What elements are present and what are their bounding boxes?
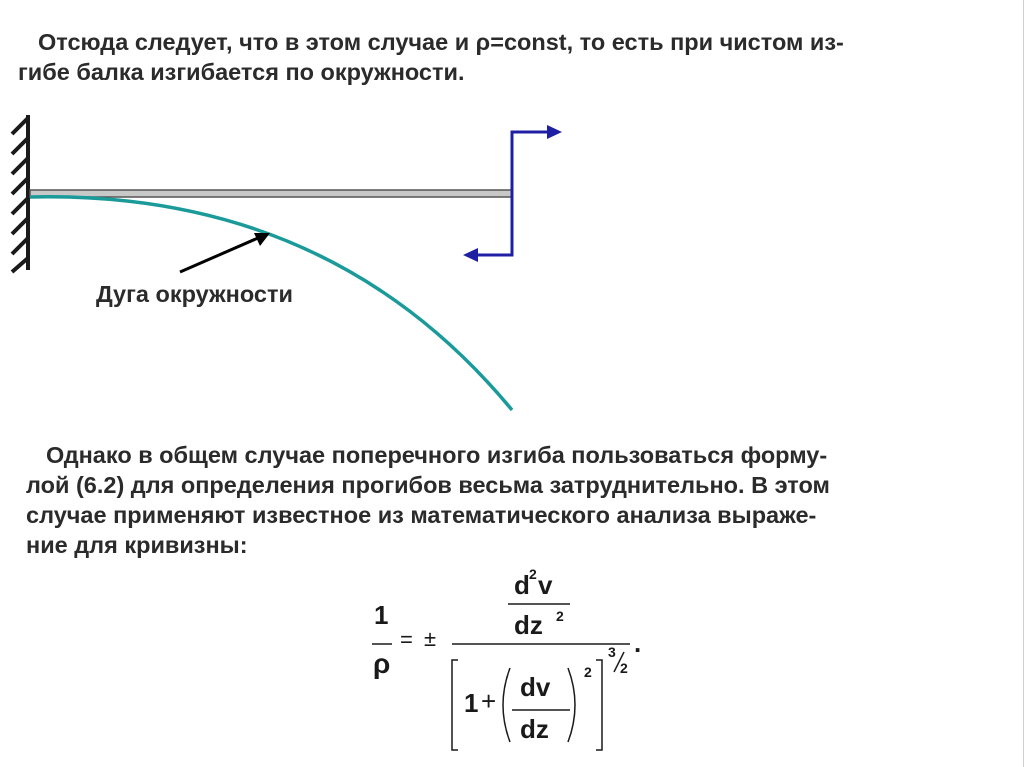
text-line: ние для кривизны: <box>26 532 248 558</box>
d2v-exponent: 2 <box>529 566 537 582</box>
text-line: случае применяют известное из математического анализа выраже- <box>26 502 817 528</box>
caption-pointer <box>180 238 258 272</box>
one-in-bracket: 1 <box>464 688 479 718</box>
text-line: Отсюда следует, что в этом случае и ρ=const, то есть при чистом из- <box>38 29 844 55</box>
dz2-dz: dz <box>514 610 543 640</box>
d2v-d: d <box>514 570 530 600</box>
power-numerator: 3 <box>608 644 616 660</box>
moment-arrow-head-bottom <box>463 248 478 262</box>
dz-denominator: dz <box>520 714 549 744</box>
d2v-v: v <box>538 570 553 600</box>
beam <box>30 190 512 197</box>
curvature-formula <box>360 560 660 760</box>
dz2-exponent: 2 <box>556 608 564 624</box>
lhs-denominator: ρ <box>373 648 391 679</box>
formula-period: . <box>634 628 642 658</box>
square-exponent: 2 <box>584 664 592 680</box>
dv-numerator: dv <box>520 672 551 702</box>
equals-sign: = <box>400 627 413 652</box>
wall-hatching <box>12 118 28 272</box>
paragraph-curvature <box>26 440 1016 560</box>
text-line: гибе балка изгибается по окружности. <box>18 59 465 85</box>
lhs-numerator: 1 <box>374 600 389 630</box>
arc-caption: Дуга окружности <box>96 281 293 307</box>
power-denominator: 2 <box>620 660 628 676</box>
plus-sign: + <box>481 686 497 716</box>
moment-arrow-head-top <box>547 125 562 139</box>
text-line: лой (6.2) для определения прогибов весьма затруднительно. В этом <box>26 472 830 498</box>
text-line: Однако в общем случае поперечного изгиба пользоваться форму- <box>46 442 828 468</box>
formula-lines <box>360 560 660 760</box>
plus-minus-sign: ± <box>424 626 437 651</box>
